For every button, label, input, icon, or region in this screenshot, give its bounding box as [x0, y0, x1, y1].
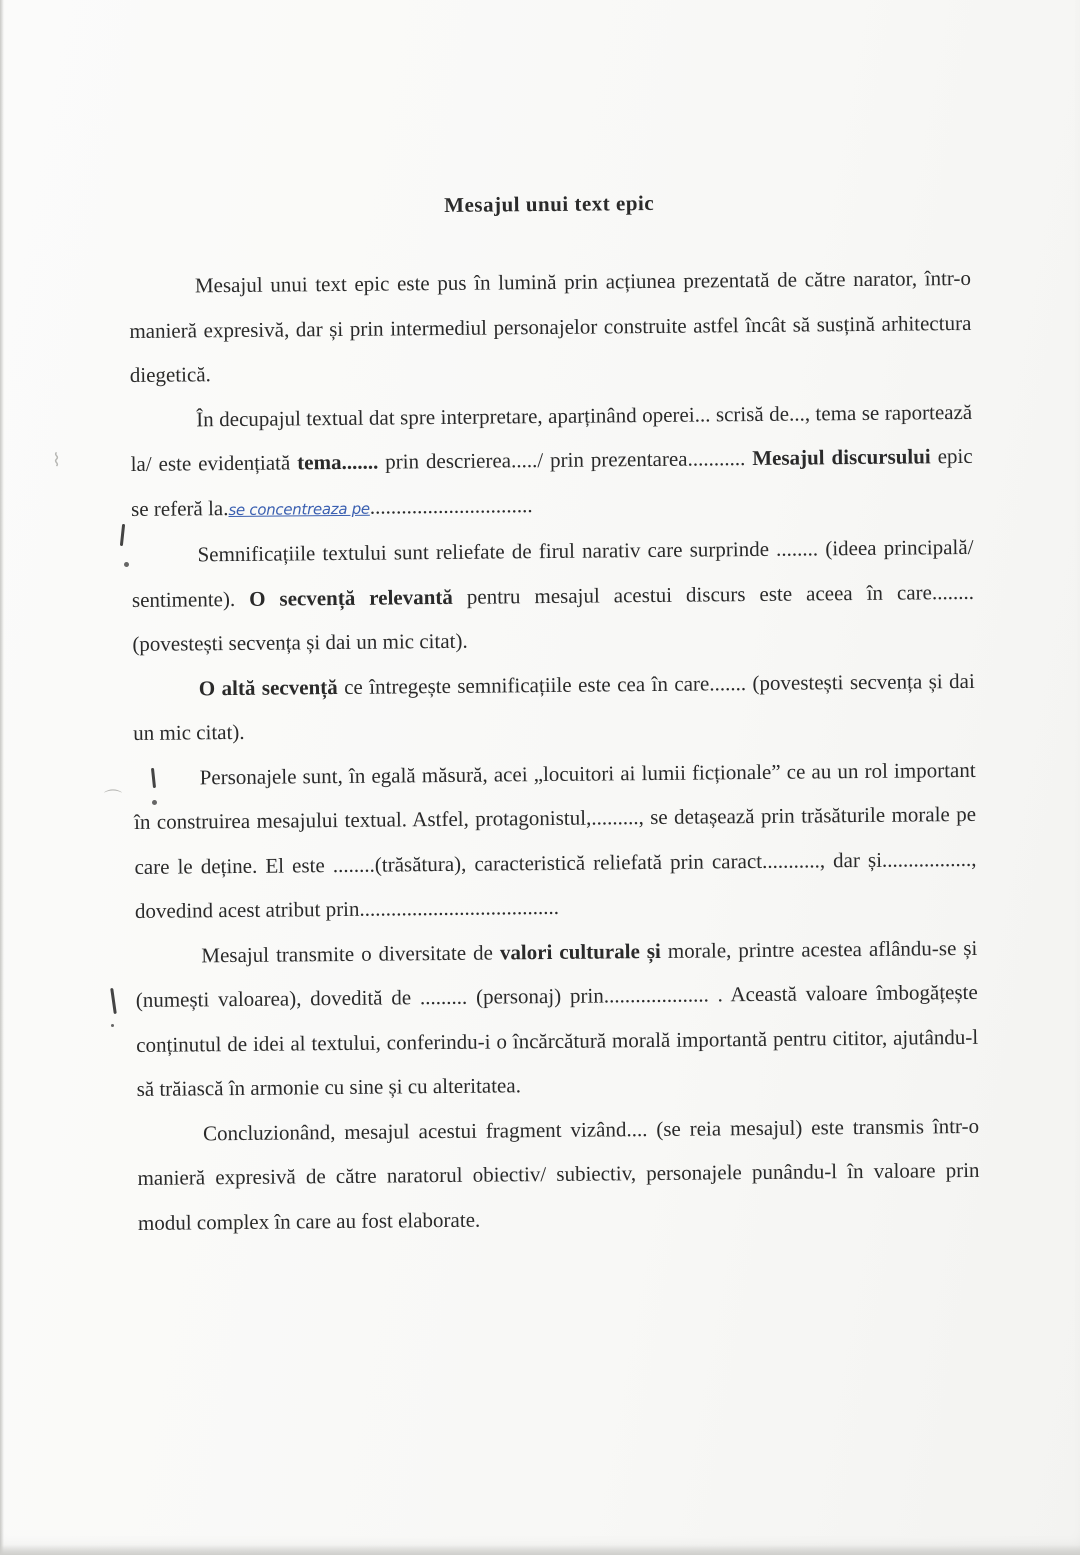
paragraph-theme-text-3: epic se referă la. — [130, 443, 973, 521]
paragraph-conclusion: Concluzionând, mesajul acestui fragment vizând.... (se reia mesajul) este transmis într-o manieră expresivă de către naratorul obiectiv/ subiectiv, personajele punându-l în valoare prin modul complex în care au fost elaborate. — [137, 1113, 980, 1235]
paragraph-theme-text: În decupajul textual dat spre interpretare, aparținând operei... scrisă de..., tema se raportează la/ este evidențiată — [130, 399, 973, 476]
theme-bold: tema....... — [297, 449, 379, 475]
paragraph-meaning-text: Semnificațiile textului sunt reliefate de firul narativ care surprinde ........ (ideea principală/ sentimente). — [131, 534, 974, 612]
paragraph-characters: Personajele sunt, în egală măsură, acei „locuitori ai lumii ficționale” ce au un rol important în construirea mesajului textual. Astfel, protagonistul,........., se detașează prin trăsăturile morale pe care le deține. El este ........(trăsătura), caracteristică reliefată prin caract..........., dar și................., dovedind acest atribut prin...................................... — [133, 757, 977, 923]
paragraph-meaning — [131, 525, 974, 667]
margin-exclamation-dot — [124, 562, 129, 567]
margin-exclamation-dot — [111, 1024, 114, 1027]
paragraph-second-sequence — [133, 658, 976, 755]
cultural-values-bold: valori culturale și — [499, 938, 661, 964]
page-bottom-edge — [0, 1545, 1080, 1555]
paragraph-values-text: Mesajul transmite o diversitate de — [201, 939, 500, 967]
margin-exclamation-mark — [120, 524, 125, 546]
handwritten-note: se concentreaza pe — [228, 499, 370, 519]
paragraph-intro: Mesajul unui text epic este pus în lumină prin acțiunea prezentată de către narator, într-o manieră expresivă, dar și prin intermediul personajelor construite astfel încât să susțină arhitectura diegetică. — [129, 265, 972, 387]
margin-smudge-mark: ⌒ — [104, 789, 122, 810]
document-content — [128, 180, 980, 1245]
paragraph-second-sequence-text: ce întregește semnificațiile este cea în care....... (povestești secvența și dai un mic citat). — [133, 668, 975, 745]
paragraph-values — [135, 925, 979, 1111]
fill-in-dots: ............................... — [369, 492, 533, 519]
margin-smudge-mark: ⌇ — [52, 450, 61, 471]
page-left-edge — [0, 0, 4, 1555]
relevant-sequence-bold: O secvență relevantă — [249, 584, 453, 611]
margin-line-mark — [110, 988, 117, 1014]
paragraph-values-text-2: morale, printre acestea aflându-se și (numești valoarea), dovedită de ......... (personaj) prin.................... . Această valoare îmbogățește conținutul de idei al textului, conferindu-i o încărcătură morală importantă pentru cititor, ajutându-l să trăiască în armonie cu sine și cu alteritatea. — [135, 935, 979, 1101]
message-bold: Mesajul discursului — [752, 444, 931, 471]
another-sequence-bold: O altă secvență — [198, 674, 338, 700]
document-title: Mesajul unui text epic — [444, 190, 655, 217]
paragraph-theme — [130, 389, 973, 533]
paragraph-meaning-text-2: pentru mesajul acestui discurs este aceea în care........ (povestești secvența și dai un mic citat). — [132, 579, 975, 656]
paragraph-theme-text-2: prin descrierea...../ prin prezentarea........... — [378, 446, 753, 474]
